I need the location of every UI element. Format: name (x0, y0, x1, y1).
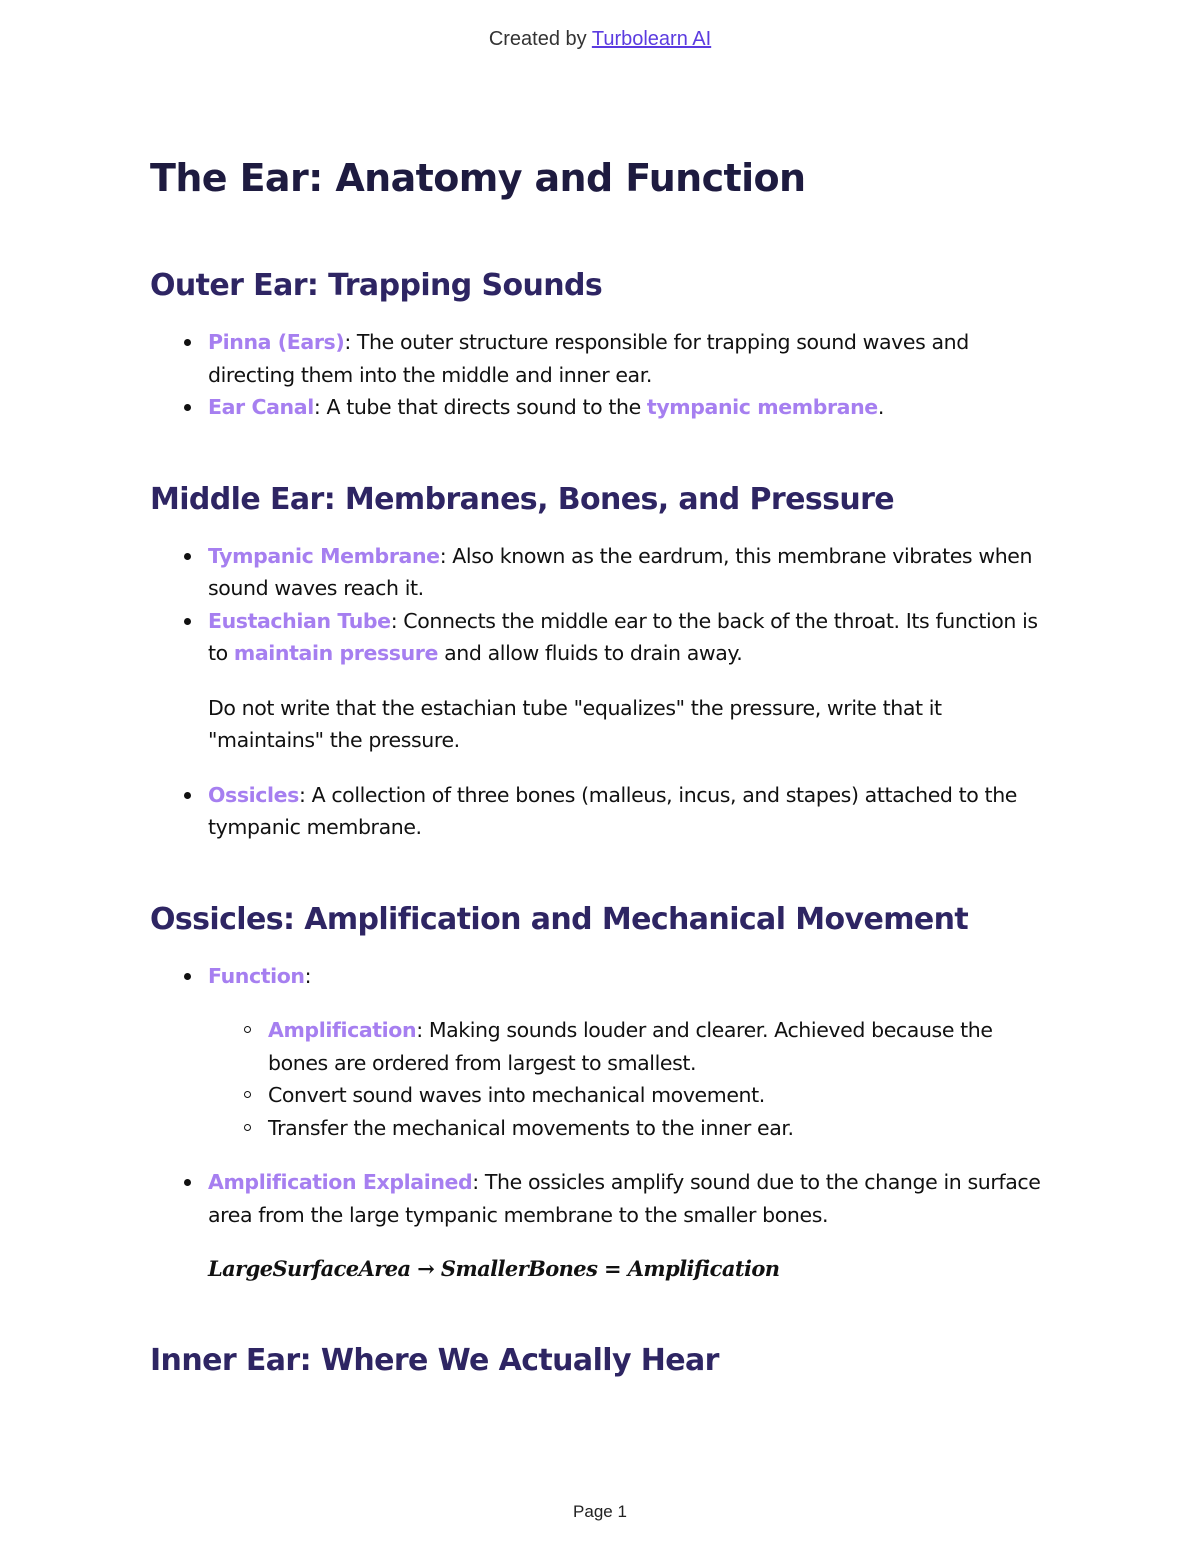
term-pinna: Pinna (Ears) (208, 330, 345, 354)
amplification-formula: LargeSurfaceArea → SmallerBones = Amplification (208, 1256, 780, 1281)
item-text: : (304, 963, 312, 988)
outer-ear-list (150, 326, 1050, 424)
document-content (150, 150, 1050, 1383)
section-heading-ossicles: Ossicles: Amplification and Mechanical Movement (150, 901, 969, 937)
item-text: : A tube that directs sound to the (313, 395, 647, 419)
item-text: : The outer structure responsible for trapping sound waves and directing them into the middle and inner ear. (208, 330, 969, 387)
list-item (150, 960, 1050, 1145)
list-item (150, 326, 1050, 391)
section-heading-inner-ear: Inner Ear: Where We Actually Hear (150, 1343, 719, 1378)
list-item (150, 605, 1050, 757)
term-amplification-explained: Amplification Explained (208, 1170, 473, 1194)
item-text: : Making sounds louder and clearer. Achieved because the bones are ordered from largest to smallest. (268, 1018, 993, 1075)
page-title: The Ear: Anatomy and Function (150, 156, 806, 200)
item-tail: . (877, 395, 884, 419)
item-text: Convert sound waves into mechanical movement. (268, 1083, 765, 1107)
item-text: : Also known as the eardrum, this membrane vibrates when sound waves reach it. (208, 543, 1033, 600)
item-text: : A collection of three bones (malleus, incus, and stapes) attached to the tympanic membrane. (208, 782, 1018, 839)
term-ossicles: Ossicles (208, 782, 299, 807)
page-header (0, 28, 1200, 51)
term-ear-canal: Ear Canal (208, 395, 314, 419)
list-item (150, 540, 1050, 605)
list-item (150, 391, 1050, 424)
list-item (150, 1166, 1050, 1285)
page-number: Page 1 (573, 1502, 627, 1521)
sub-list-item (150, 1112, 1050, 1145)
highlight-tympanic-membrane: tympanic membrane (646, 395, 878, 419)
sub-list-item (150, 1079, 1050, 1112)
list-item (150, 779, 1050, 844)
ossicles-list (150, 960, 1050, 1286)
function-sublist (150, 1014, 1050, 1144)
item-text: : The ossicles amplify sound due to the change in surface area from the large tympanic membrane to the smaller bones. (208, 1170, 1041, 1227)
item-text: Transfer the mechanical movements to the inner ear. (268, 1115, 794, 1140)
item-text: : Connects the middle ear to the back of the throat. Its function is to (208, 608, 1038, 665)
middle-ear-list (150, 540, 1050, 844)
term-amplification: Amplification (268, 1018, 417, 1042)
term-tympanic-membrane: Tympanic Membrane (208, 543, 440, 568)
highlight-maintain-pressure: maintain pressure (233, 641, 439, 665)
item-tail: and allow fluids to drain away. (438, 641, 743, 665)
section-heading-outer-ear: Outer Ear: Trapping Sounds (150, 268, 603, 303)
term-function: Function (208, 963, 305, 988)
created-by-text: Created by (488, 28, 587, 50)
turbolearn-link[interactable]: Turbolearn AI (591, 28, 712, 50)
pressure-note: Do not write that the estachian tube "equalizes" the pressure, write that it "maintains" the pressure. (208, 695, 942, 752)
section-heading-middle-ear: Middle Ear: Membranes, Bones, and Pressure (150, 481, 895, 517)
sub-list-item (150, 1014, 1050, 1079)
term-eustachian-tube: Eustachian Tube (208, 608, 391, 633)
